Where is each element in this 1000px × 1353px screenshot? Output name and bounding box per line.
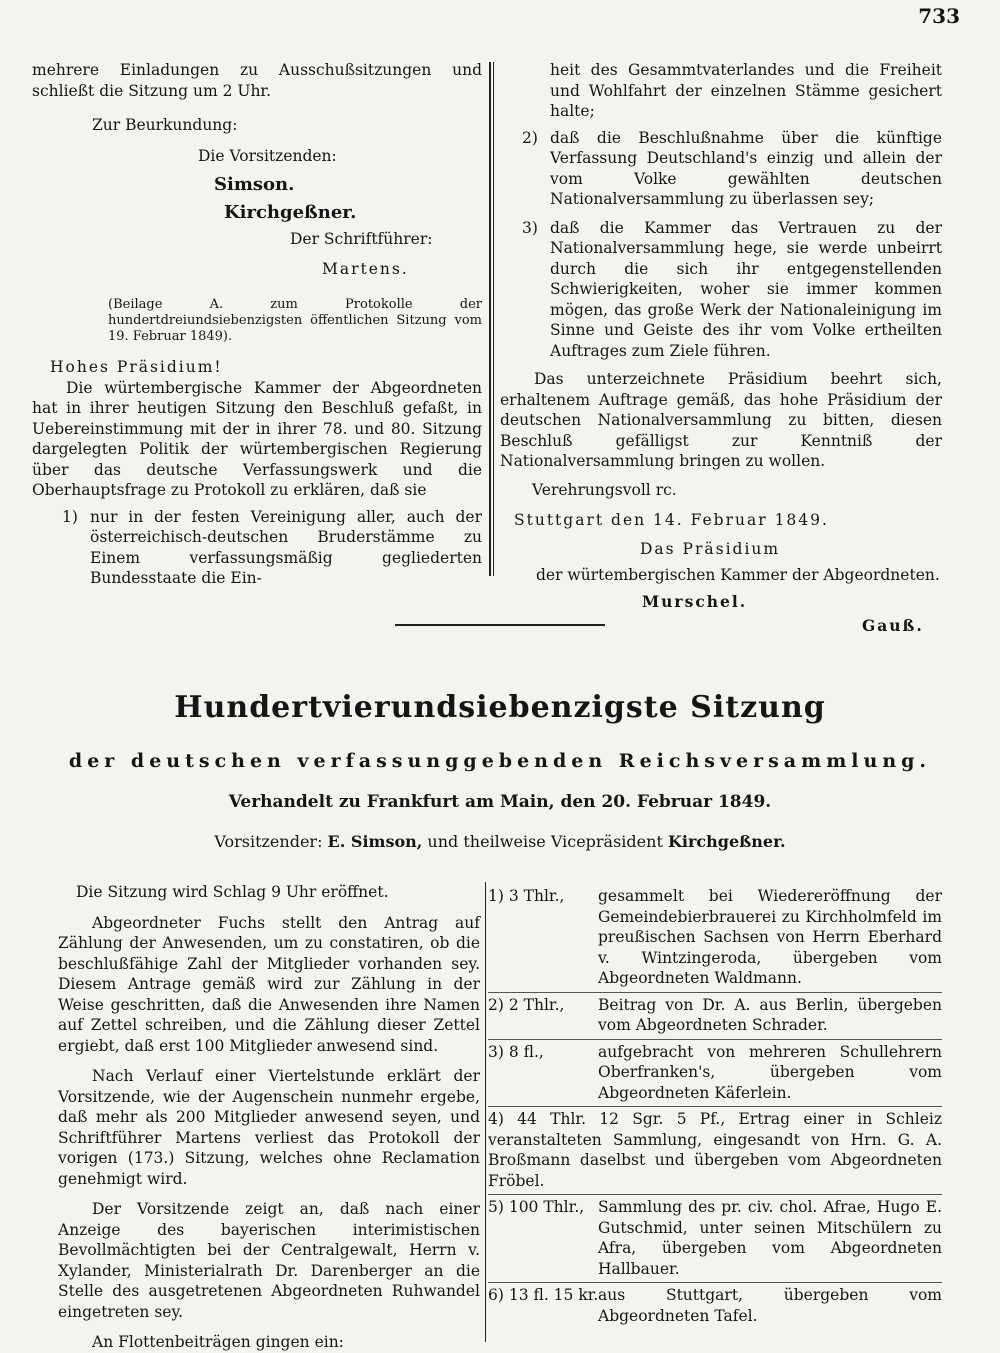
list-number: 3) (522, 218, 538, 237)
section-rule (395, 624, 605, 626)
list-item-1 (62, 507, 482, 589)
fuchs-paragraph: Abgeordneter Fuchs stellt den Antrag auf Zählung der Anwesenden, um zu constatiren, ob die beschlußfähige Zahl der Mitglieder vorhanden sey. Diesem Antrage gemäß wird zur Zählung in der Weise geschritten, daß die Anwesenden ihre Namen auf Zettel schreiben, und die Zählung dieser Zettel ergiebt, daß erst 100 Mitglieder anwesend sind. (58, 913, 480, 1055)
opening-paragraph: Die Sitzung wird Schlag 9 Uhr eröffnet. (76, 883, 389, 901)
column-divider (489, 62, 494, 576)
left-column (32, 60, 482, 589)
list-text: daß die Beschlußnahme über die künftige Verfassung Deutschland's einzig und allein der vom Volke gewählten deutschen Nationalversammlung zu überlassen sey; (550, 128, 942, 208)
session-place-date: Verhandelt zu Frankfurt am Main, den 20. Februar 1849. (228, 792, 772, 812)
verehrungsvoll: Verehrungsvoll rc. (532, 480, 677, 499)
flotten-intro: An Flottenbeiträgen gingen ein: (92, 1333, 344, 1351)
der-schriftfuehrer: Der Schriftführer: (290, 230, 433, 248)
das-praesidium: Das Präsidium (640, 539, 781, 558)
donation-amount: 3) 8 fl., (488, 1042, 544, 1061)
right-column (500, 60, 942, 637)
session-column-divider (485, 882, 486, 1342)
donation-amount: 6) 13 fl. 15 kr. (488, 1286, 599, 1304)
der-kammer: der würtembergischen Kammer der Abgeordneten. (536, 566, 940, 584)
chair-vice: Kirchgeßner. (667, 832, 786, 851)
list-text: daß die Kammer das Vertrauen zu der Nationalversammlung hege, sie werde unbeirrt durch die sich ihr entgegenstellenden Schwierigkeiten, woher sie immer kommen mögen, das große Werk der Nationaleinigung im Sinne und Geiste des ihr vom Volke ertheilten Auftrages zum Ziele führen. (550, 218, 942, 360)
donation-item (488, 1283, 942, 1329)
praesidium-paragraph: Das unterzeichnete Präsidium beehrt sich, erhaltenem Auftrage gemäß, das hohe Präsidium der deutschen Nationalversammlung zu bitten, diesen Beschluß gefälligst zur Kenntniß der Nationalversammlung bringen zu wollen. (500, 370, 942, 470)
donation-text: gesammelt bei Wiedereröffnung der Gemeindebierbrauerei zu Kirchholmfeld im preußischen Sachsen von Herrn Eberhard v. Wintzingeroda, übergeben vom Abgeordneten Waldmann. (598, 887, 942, 987)
donation-amount: 4) 44 Thlr. 12 Sgr. 5 Pf., (488, 1110, 726, 1128)
donation-text: Sammlung des pr. civ. chol. Afrae, Hugo E. Gutschmid, unter seinen Mitschülern zu Afra, übergeben vom Abgeordneten Hallbauer. (598, 1198, 942, 1278)
donation-item (488, 1040, 942, 1108)
continuation-paragraph: mehrere Einladungen zu Ausschußsitzungen und schließt die Sitzung um 2 Uhr. (32, 61, 482, 100)
donation-list (488, 884, 942, 1329)
donation-text: Beitrag von Dr. A. aus Berlin, übergeben vom Abgeordneten Schrader. (598, 995, 942, 1034)
donation-item (488, 884, 942, 993)
signature-kirchgessner: Kirchgeßner. (224, 201, 357, 223)
session-title: Hundertvierundsiebenzigste Sitzung (174, 690, 826, 725)
beilage-note: (Beilage A. zum Protokolle der hundertdreiundsiebenzigsten öffentlichen Sitzung vom 19. Februar 1849). (108, 297, 482, 344)
place-date: Stuttgart den 14. Februar 1849. (514, 511, 829, 529)
chair-name: E. Simson, (327, 832, 423, 851)
donation-amount: 1) 3 Thlr., (488, 887, 565, 905)
page-number: 733 (918, 4, 960, 28)
donation-item (488, 1195, 942, 1283)
list-number: 2) (522, 128, 538, 147)
session-subtitle: der deutschen verfassunggebenden Reichsversammlung. (68, 750, 932, 772)
zur-beurkundung: Zur Beurkundung: (92, 116, 238, 134)
list-item-1-continuation: heit des Gesammtvaterlandes und die Freiheit und Wohlfahrt der einzelnen Stämme gesichert halte; (550, 61, 942, 120)
donation-text: Ertrag einer in Schleiz veranstalteten Sammlung, eingesandt von Hrn. G. A. Broßmann daselbst und übergeben vom Abgeordneten Fröbel. (488, 1110, 942, 1190)
die-vorsitzenden: Die Vorsitzenden: (198, 146, 337, 165)
intro-paragraph: Die würtembergische Kammer der Abgeordneten hat in ihrer heutigen Sitzung den Beschluß gefaßt, in Uebereinstimmung mit der in ihrer 78. und 80. Sitzung dargelegten Politik der würtembergischen Regierung über das deutsche Verfassungswerk und die Oberhauptsfrage zu Protokoll zu erklären, daß sie (32, 378, 482, 499)
donation-text: aus Stuttgart, übergeben vom Abgeordneten Tafel. (598, 1286, 942, 1325)
chair-prefix: Vorsitzender: (214, 832, 323, 851)
donation-item (488, 1107, 942, 1195)
signature-martens: Martens. (322, 259, 409, 278)
list-item-3 (522, 218, 942, 362)
signature-murschel: Murschel. (642, 591, 748, 611)
chair-mid: und theilweise Vicepräsident (427, 832, 663, 851)
donation-amount: 2) 2 Thlr., (488, 995, 565, 1014)
count-paragraph: Nach Verlauf einer Viertelstunde erklärt der Vorsitzende, wie der Augenschein nunmehr ergebe, daß mehr als 200 Mitglieder anwesend seyen, und Schriftführer Martens verliest das Protokoll der vorigen (173.) Sitzung, welches ohne Reclamation genehmigt wird. (58, 1067, 480, 1188)
list-item-2 (522, 128, 942, 210)
signature-simson: Simson. (214, 174, 295, 195)
session-left-column (58, 882, 480, 1353)
session-chair (0, 832, 1000, 851)
list-number: 1) (62, 507, 78, 526)
announcement-paragraph: Der Vorsitzende zeigt an, daß nach einer Anzeige des bayerischen interimistischen Bevollmächtigten bei der Centralgewalt, Herrn v. Xylander, Ministerialrath Dr. Darenberger an die Stelle des ausgetretenen Abgeordneten Ruhwandel eingetreten sey. (58, 1200, 480, 1321)
donation-text-combined (488, 1109, 942, 1191)
donation-text: aufgebracht von mehreren Schullehrern Oberfranken's, übergeben vom Abgeordneten Käferlein. (598, 1042, 942, 1102)
donation-amount: 5) 100 Thlr., (488, 1198, 585, 1216)
donation-item (488, 993, 942, 1040)
list-text: nur in der festen Vereinigung aller, auch der österreichisch-deutschen Bruderstämme zu Einem verfassungsmäßig gegliederten Bundesstaate die Ein- (90, 507, 482, 587)
salutation: Hohes Präsidium! (50, 358, 223, 376)
signature-gauss: Gauß. (862, 616, 924, 635)
